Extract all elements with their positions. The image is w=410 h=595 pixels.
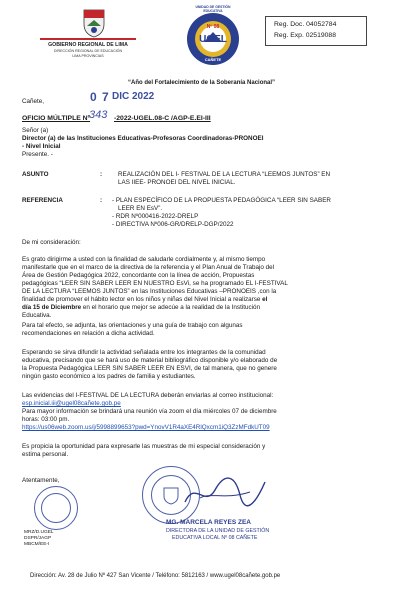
- p4-line-1: Las evidencias del I-FESTIVAL DE LA LECTURA deberán enviarlas al correo institucional:: [22, 392, 274, 399]
- referencia-label: REFERENCIA: [22, 197, 63, 204]
- ugel-top-text: UNIDAD DE GESTIÓN EDUCATIVA: [195, 5, 231, 13]
- signature-scribble: [180, 470, 270, 510]
- p1-line-1: Es grato dirigirme a usted con la finalidad de saludarle cordialmente y, al mismo tiempo: [22, 256, 266, 263]
- p5-line-2: estima personal.: [22, 451, 69, 458]
- oficio-label-text: OFICIO MÚLTIPLE Nº: [22, 115, 91, 122]
- date-day: 0 7: [90, 90, 110, 104]
- p1-line-6-text: finalidad de promover el hábito lector en los niños y niñas del Nivel Inicial a realizarse: [22, 296, 261, 303]
- signer-role-2: EDUCATIVA LOCAL Nº 08 CAÑETE: [172, 535, 258, 541]
- closing: Atentamente,: [22, 477, 60, 484]
- footer-address: Dirección: Av. 28 de Julio Nº 427 San Vicente / Teléfono: 5812163 / www.ugel08cañete.gob.pe: [30, 573, 281, 579]
- p1-line-2: manifestarle que en el marco de la directiva de la referencia y el Plan Anual de Trabajo del: [22, 264, 275, 271]
- greeting: De mi consideración:: [22, 239, 81, 246]
- addressee-line-1: Director (a) de las Instituciones Educativas-Profesoras Coordinadoras-PRONOEI: [22, 135, 264, 142]
- oficio-number: 343: [89, 109, 108, 121]
- p1-line-6-bold: el: [262, 296, 268, 303]
- p1-line-8: Educativa.: [22, 312, 52, 319]
- gore-shield-icon: [82, 8, 106, 38]
- initials-2: DSPR/JAGP: [24, 536, 52, 541]
- initials-3: MBCM/EE-I: [24, 542, 50, 547]
- p1-line-3: Área de Gestión Pedagógica 2022, concordante con la línea de acción, Propuestas: [22, 272, 255, 279]
- reg-exp: Reg. Exp. 02519088: [274, 32, 336, 39]
- referencia-line-3: - RDR Nº000416-2022-DRELP: [112, 213, 199, 220]
- reg-doc: Reg. Doc. 04052784: [274, 21, 337, 28]
- referencia-line-2: LEER EN EsV”.: [118, 205, 163, 212]
- ugel-number: Nº 08: [206, 24, 220, 30]
- salutation: Señor (a): [22, 127, 49, 134]
- referencia-line-1: - PLAN ESPECÍFICO DE LA PROPUESTA PEDAGÓGICA “LEER SIN SABER: [112, 197, 331, 204]
- p2-line-1: Para tal efecto, se adjunta, las orientaciones y una guía de trabajo con algunas: [22, 322, 243, 329]
- signer-role-1: DIRECTORA DE LA UNIDAD DE GESTIÓN: [166, 528, 270, 534]
- asunto-colon: :: [100, 171, 103, 178]
- signer-name: MG. MARCELA REYES ZEA: [166, 519, 251, 526]
- ugel-name: UGEL: [199, 34, 227, 45]
- evidence-email-link[interactable]: esp.inicial.iii@ugel08cañete.gob.pe: [22, 400, 121, 407]
- referencia-line-4: - DIRECTIVA Nº006-GR/DRELP-DGP/2022: [112, 221, 234, 228]
- p1-line-4: pedagógicas “LEER SIN SABER LEER EN NUESTRO EsVi, se ha programado EL I-FESTIVAL: [22, 280, 288, 287]
- p3-line-4: ningún gasto económico a los padres de familia y estudiantes.: [22, 373, 196, 380]
- date-month-year: DIC 2022: [112, 91, 155, 102]
- zoom-link[interactable]: https://us06web.zoom.us/j/5998899653?pwd=YnovV1R4aXE4RlQxcm1iQ3ZzMFdkUT09: [22, 424, 270, 431]
- p4-line-4: horas: 03:00 pm.: [22, 416, 70, 423]
- p4-line-3: Para mayor información se brindará una reunión vía zoom el día miércoles 07 de diciembre: [22, 408, 277, 415]
- p1-line-6: [22, 296, 267, 304]
- gore-name: GOBIERNO REGIONAL DE LIMA: [48, 42, 128, 48]
- year-title: “Año del Fortalecimiento de la Soberanía Nacional”: [128, 80, 276, 86]
- p1-line-5: DE LA LECTURA “LEEMOS JUNTOS” en las Instituciones Educativas –PRONOEIS ,con la: [22, 288, 277, 295]
- asunto-line-1: REALIZACIÓN DEL I- FESTIVAL DE LA LECTURA “LEEMOS JUNTOS” EN: [118, 171, 331, 178]
- presente: Presente. -: [22, 151, 53, 158]
- p1-line-7-rest: en el horario que mejor se adecúe a la realidad de la Institución: [81, 304, 261, 311]
- oficio-label: [22, 115, 90, 123]
- p3-line-2: educativa, precisando que se hará uso de material bibliográfico disponible y/o elaborado de: [22, 357, 278, 364]
- date-city: Cañete,: [22, 98, 45, 105]
- asunto-line-2: LAS IIEE- PRONOEI DEL NIVEL INICIAL.: [118, 179, 236, 186]
- registry-box: [265, 16, 367, 46]
- asunto-label: ASUNTO: [22, 171, 49, 178]
- p1-line-7: [22, 304, 260, 312]
- gore-subtitle-2: LIMA PROVINCIAS: [72, 54, 104, 58]
- p2-line-2: recomendaciones en relación a dicha actividad.: [22, 330, 155, 337]
- initials-1: MRZ/D.UGEL: [24, 530, 54, 535]
- referencia-colon: :: [100, 197, 103, 204]
- ugel-bottom-text: CAÑETE: [204, 57, 222, 62]
- oficio-code: -2022-UGEL.08-C /AGP-E.EI-III: [114, 115, 211, 122]
- p3-line-1: Esperando se sirva difundir la actividad señalada entre los integrantes de la comunidad: [22, 349, 266, 356]
- p3-line-3: la Propuesta Pedagógica LEER SIN SABER LEER EN ESVI, de tal manera, que no genere: [22, 365, 277, 372]
- left-stamp: [34, 486, 78, 530]
- gore-red-bar: [40, 38, 136, 40]
- seal-crest-icon: [161, 485, 181, 505]
- addressee-line-2: - Nivel Inicial: [22, 143, 61, 150]
- gore-subtitle-1: DIRECCIÓN REGIONAL DE EDUCACIÓN: [53, 49, 123, 53]
- p5-line-1: Es propicia la oportunidad para expresarle las muestras de mi especial consideración y: [22, 443, 266, 450]
- p1-date-bold: día 15 de Diciembre: [22, 304, 82, 311]
